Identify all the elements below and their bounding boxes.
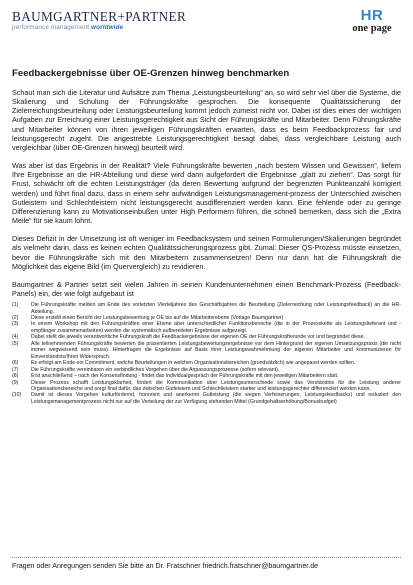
list-item-text: Dieser Prozess schafft Leistungsklarheit, fördert die Kommunikation über Leistungsunterschiede sowie das Verständnis für die Leistung anderer Organisationsbereiche und sorgt final dafür, das zwischen Gutleistern und Schlechtleistern starker und leistungsgerechter differenziert werden kann.: [31, 379, 401, 393]
list-item-text: In einem Workshop mit den Führungskräften einer Ebene aber unterschiedlicher Funktionsbereiche (die in der Prozesskette als Leistungslieferant und -empfänger zusammenarbeiten) werden die systematisch aufbereiteten Ergebnisse aufgezeigt.: [31, 321, 401, 334]
brand-tagline-emph: worldwide: [91, 24, 124, 31]
list-item-number: (7): [12, 366, 19, 373]
list-item-number: (5): [12, 340, 19, 347]
list-item: [12, 302, 401, 315]
list-item: [12, 380, 401, 393]
list-item-text: Diese erstellt einen Bericht der Leistungsbewertung je OE bis auf die Mitarbeiterebene (Vorlage Baumgartner): [31, 315, 284, 322]
list-item-text: Erst anschließend – nach der Konsensfindung - findet das Individualgespräch der Führungskräfte mit den jeweiligen Mitarbeitern statt.: [31, 373, 339, 380]
hr-logo-text: HR: [360, 7, 384, 24]
paragraph-benchmark: Baumgartner & Partner setzt seit vielen Jahren in seinen Kundenunternehmen einen Benchmark-Prozess (Feedback-Panels) ein, der wie folgt aufgebaut ist: [12, 279, 401, 298]
list-item-text: Damit ist dieses Vorgehen kulturfördernd, honoriert und anerkennt Gutleistung (die wegen Verfeinerungen, Leistungsfeedbacks) und reduziert den Leistungsmanagementprozess nicht nur auf die Verteilung der zur Verfügung stehenden Mittel (Grundgehaltserhöhung/Bonusbudget): [31, 392, 401, 405]
brand-name: BAUMGARTNER+PARTNER: [12, 9, 187, 24]
list-item: [12, 341, 401, 360]
list-item: [12, 392, 401, 405]
list-item-text: Es erfolgt am Ende ein Commitment, welche Beurteilungen in welchen Organisationsbereichen (grundsätzlich) wie angepasst werden sollten.: [31, 360, 356, 367]
footer-contact: Fragen oder Anregungen senden Sie bitte an Dr. Fratschner friedrich.fratschner@baumgartner.de: [12, 562, 319, 570]
one-page-logo-text: one page: [352, 23, 392, 34]
document-body: [12, 88, 401, 405]
page-title: Feedbackergebnisse über OE-Grenzen hinweg benchmarken: [12, 68, 290, 79]
list-item-number: (8): [12, 373, 19, 380]
list-item-number: (4): [12, 334, 19, 341]
brand-logo: [12, 9, 186, 32]
list-item-number: (1): [12, 302, 19, 309]
hr-one-page-logo: [345, 9, 399, 34]
list-item-text: Dabei stellt die jeweils verantwortliche Führungskraft die Feedbackergebnisse der eigenen OE der Führungskräfterunde vor und begründet diese.: [31, 334, 365, 341]
paragraph-reality: Was aber ist das Ergebnis in der Realität? Viele Führungskräfte bewerten „nach bestem Wissen und Gewissen“, liefern Ihre Ergebnisse an die HR-Abteilung und diese wird dann aufgefordert die Ergebnisse „glatt zu ziehen“. Das sorgt für Frust, schwächt oft die echten Leistungsträger (da deren Bewertung aufgrund der begrenzten Punkteanzahl korrigiert werden) und führt final dazu, dass in einem sehr aufwändigen Leistungsmanagement-prozess der Unterschied zwischen Gutleistern und Schlechtleistern nicht leistungsgerecht ausdifferenziert werden kann. Eine fehlende oder zu geringe Differenzierung kann zu Motivationseinbußen unter High Performern führen, die schnell bemerken, dass sich die „Extra Meile“ für sie kaum lohnt.: [12, 161, 401, 226]
process-steps-list: [12, 302, 401, 405]
paragraph-deficit: Dieses Defizit in der Umsetzung ist oft weniger im Feedbacksystem und seinen Formulierungen/Skalierungen begründet als vielmehr darin, dass es keinen echten Qualitätssicherungsprozess gibt. Zumal: Dieser QS-Prozess müsste einsetzen, bevor die Führungskräfte sich mit den Mitarbeitern zusammensetzen! Denn nur dann hat die Führungskraft die Möglichkeit das eigene Bild (im Quervergleich) zu revidieren.: [12, 234, 401, 271]
list-item-number: (9): [12, 379, 19, 386]
brand-tagline-prefix: performance management: [12, 24, 92, 31]
list-item-text: Die Führungskräfte melden am Ende des vorletzten Vierteljahres des Geschäftsjahres die Beurteilung (Zielerreichung oder Leistungsfeedback) an die HR-Abteilung.: [31, 302, 401, 315]
list-item-number: (6): [12, 360, 19, 367]
list-item: [12, 321, 401, 334]
list-item-text: Die Führungskräfte vereinbaren ein verbindliches Vorgehen über die Anpassungsprozesse (sofern relevant).: [31, 366, 280, 373]
list-item-number: (10): [12, 392, 22, 399]
paragraph-intro: Schaut man sich die Literatur und Aufsätze zum Thema „Leistungsbeurteilung“ an, so wird sehr viel über die Systeme, die Skalierung und Schulung der Führungskräfte gesprochen. Die konsequente Qualitätssicherung der Zielerreichungsbeurteilung oder Leistungsbeurteilung kommt jedoch zumeist nicht vor. Dabei ist dies eines der wichtigen Aufgaben zur Erreichung einer Leistungsgerechtigkeit aus Sicht der Führungskräfte und Mitarbeiter. Denn Führungskräfte und Mitarbeiter können von ihren jeweiligen Führungskräften erwarten, dass es beim Feedbackprozess fair und leistungsgerecht zugeht. Die angestrebte Leistungsgerechtigkeit besagt dabei, dass vergleichbare Leistung auch vergleichbar (über OE-Grenzen hinweg) beurteilt wird.: [12, 88, 401, 152]
footer-divider: [12, 557, 401, 558]
list-item-number: (3): [12, 321, 19, 328]
brand-tagline: [12, 24, 186, 32]
list-item-text: Alle teilnehmenden Führungskräfte bewerten die präsentierten Leistungsbewertungsergebnisse vor dem Hintergrund der eigenen Umsetzungspraxis (die nicht immer wegweisend sein muss). Hinterfragen die Ergebnisse auf Basis ihrer Leistungswahrnehmung der eigenen Mitarbeiter und kommunizieren Ihr Einverständnis/Ihren Widerspruch.: [31, 340, 401, 360]
list-item-number: (2): [12, 315, 19, 322]
